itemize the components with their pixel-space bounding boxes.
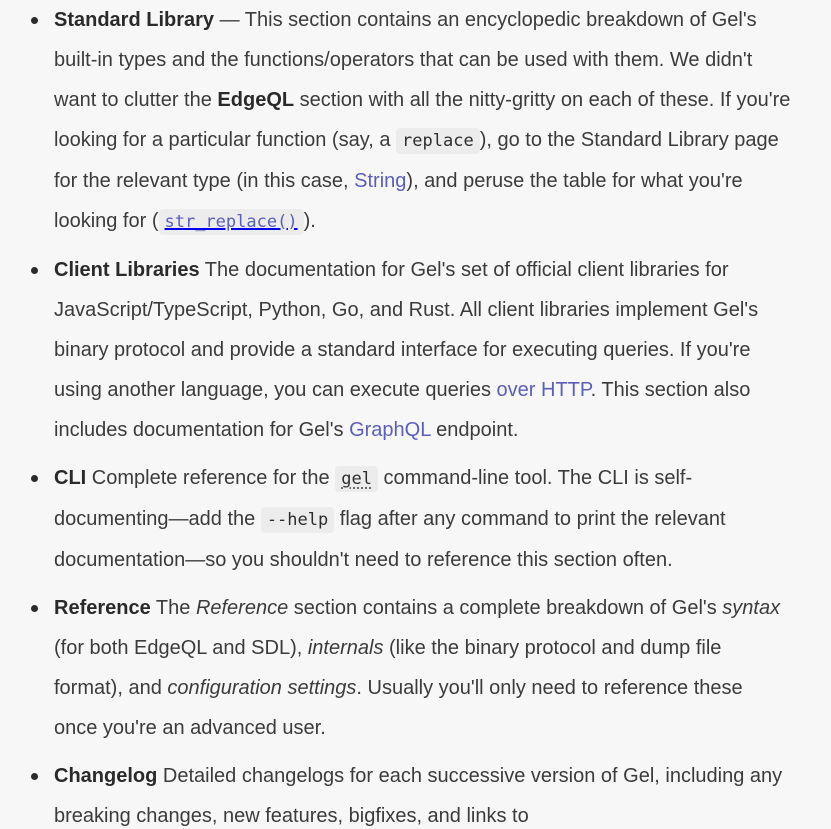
description-text: flag after any command to print the relevant documentation—so you shouldn't need to reference this section often. (54, 508, 726, 571)
description-text: — This section contains an encyclopedic breakdown of Gel's built-in types and the functions/operators that can be used with them. We didn't want to clutter the (54, 9, 757, 111)
bullet-icon (31, 267, 38, 274)
bullet-icon (31, 475, 38, 482)
str-replace-link[interactable] (159, 210, 304, 232)
bullet-icon (31, 605, 38, 612)
graphql-link[interactable]: GraphQL (349, 419, 431, 441)
bullet-icon (31, 773, 38, 780)
term-cli: CLI (54, 467, 87, 489)
description-text: . This section also includes documentation for Gel's (54, 379, 751, 441)
description-text: Complete reference for the (86, 467, 336, 489)
list-item-reference (0, 588, 831, 748)
replace-code: replace (396, 128, 480, 154)
internals-emphasis: internals (307, 637, 384, 659)
description-text: section contains a complete breakdown of Gel's (288, 597, 723, 619)
syntax-emphasis: syntax (722, 597, 781, 619)
reference-emphasis: Reference (195, 597, 289, 619)
description-text: Detailed changelogs for each successive version of Gel, including any breaking changes, new features, bigfixes, and links to (54, 765, 783, 827)
configuration-settings-emphasis: configuration settings (167, 677, 357, 699)
description-text: endpoint. (430, 419, 519, 441)
description-text: ), go to the Standard Library page for the relevant type (in this case, (54, 129, 779, 192)
description-text: . Usually you'll only need to reference these once you're an advanced user. (54, 677, 743, 739)
description-text: The documentation for Gel's set of official client libraries for JavaScript/TypeScript, Python, Go, and Rust. All client libraries implement Gel's binary protocol and provide a standard interface for executing queries. If you're using another language, you can execute queries (54, 259, 759, 401)
gel-code[interactable]: gel (335, 466, 378, 492)
description-text: The (150, 597, 196, 619)
description-text: section with all the nitty-gritty on each of these. If you're looking for a particular function (say, a (54, 89, 791, 151)
help-flag-code: --help (261, 507, 334, 533)
list-item-changelog (0, 756, 831, 829)
description-text: ), and peruse the table for what you're looking for ( (54, 170, 743, 232)
description-text: (like the binary protocol and dump file format), and (54, 637, 722, 699)
description-text: (for both EdgeQL and SDL), (54, 637, 308, 659)
description-text: command-line tool. The CLI is self-documenting—add the (54, 467, 693, 530)
term-reference: Reference (54, 597, 151, 619)
str-replace-code: str_replace() (159, 209, 304, 235)
over-http-link[interactable]: over HTTP (496, 379, 591, 401)
edgeql-strong-text: EdgeQL (217, 89, 295, 111)
term-changelog: Changelog (54, 765, 158, 787)
list-item-cli (0, 458, 831, 580)
list-item-standard-library (0, 0, 831, 242)
term-client-libraries: Client Libraries (54, 259, 200, 281)
bullet-icon (31, 17, 38, 24)
description-text: ). (303, 210, 316, 232)
term-standard-library: Standard Library (54, 9, 215, 31)
list-item-client-libraries (0, 250, 831, 450)
string-link[interactable]: String (354, 170, 407, 192)
